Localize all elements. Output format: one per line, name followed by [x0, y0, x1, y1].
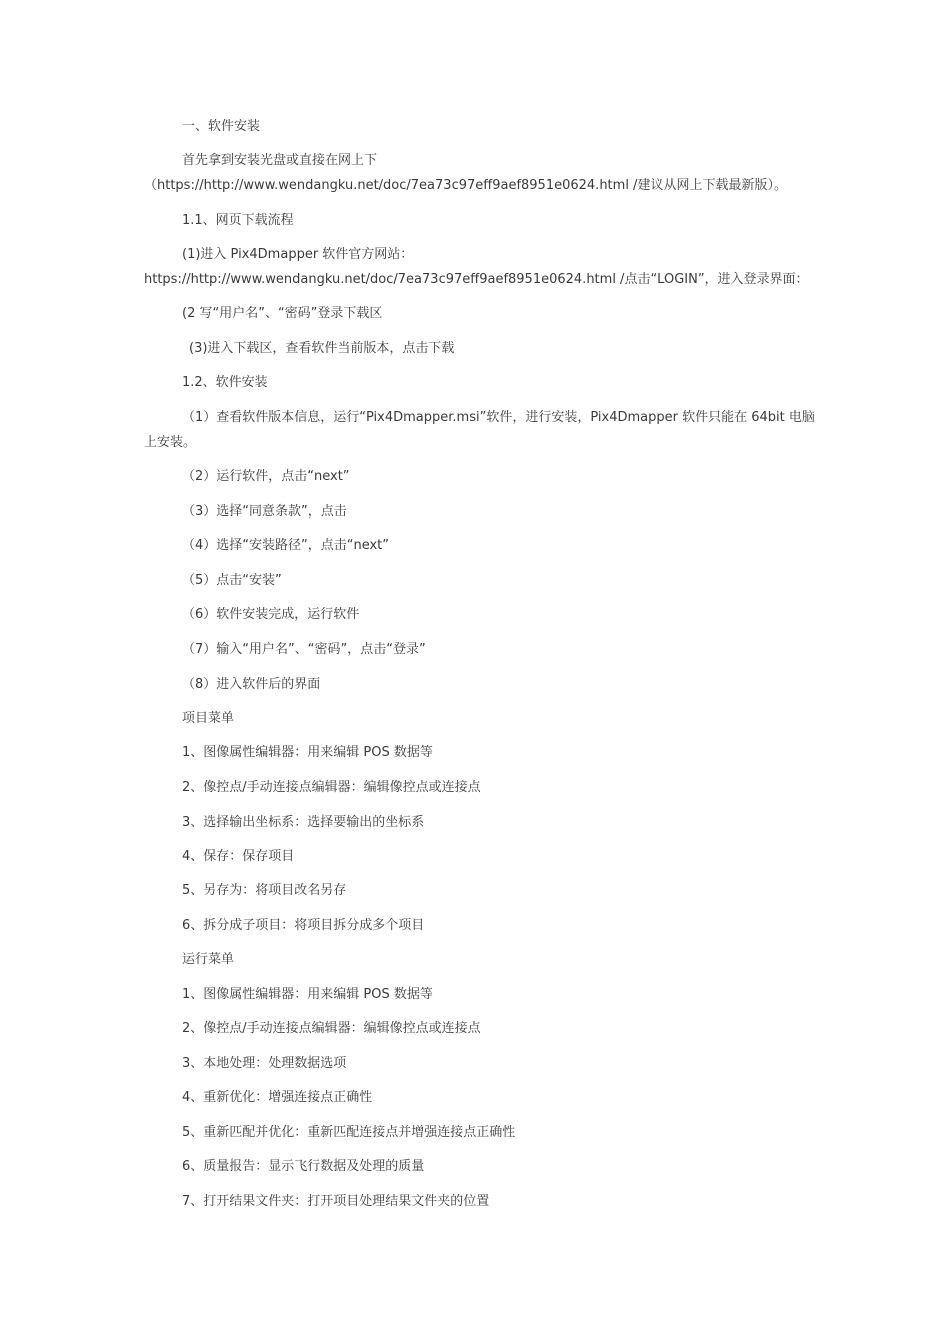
paragraph-line: (1)进入 Pix4Dmapper 软件官方网站：: [182, 247, 414, 262]
list-item: 3、选择输出坐标系：选择要输出的坐标系: [182, 815, 425, 830]
menu-heading: 项目菜单: [182, 711, 235, 726]
section-heading: 一、软件安装: [182, 119, 261, 134]
list-item: 1、图像属性编辑器：用来编辑 POS 数据等: [182, 987, 433, 1002]
list-item: （5）点击“安装”: [182, 573, 282, 588]
paragraph-line: https://http://www.wendangku.net/doc/7ea73c97eff9aef8951e0624.html /点击“LOGIN”，进入登录界面：: [144, 272, 809, 287]
list-item: 5、另存为：将项目改名另存: [182, 883, 347, 898]
paragraph-line: (2 写“用户名”、“密码”登录下载区: [182, 306, 383, 321]
paragraph-line: 上安装。: [144, 435, 197, 450]
list-item: （4）选择“安装路径”，点击“next”: [182, 538, 390, 553]
subsection-heading: 1.2、软件安装: [182, 375, 268, 390]
menu-heading: 运行菜单: [182, 952, 235, 967]
list-item: 6、拆分成子项目：将项目拆分成多个项目: [182, 918, 425, 933]
list-item: 5、重新匹配并优化：重新匹配连接点并增强连接点正确性: [182, 1125, 516, 1140]
subsection-heading: 1.1、网页下载流程: [182, 213, 294, 228]
list-item: （8）进入软件后的界面: [182, 677, 321, 692]
list-item: 3、本地处理：处理数据选项: [182, 1056, 347, 1071]
paragraph-line: 首先拿到安装光盘或直接在网上下: [182, 153, 378, 168]
list-item: 4、重新优化：增强连接点正确性: [182, 1090, 373, 1105]
list-item: 2、像控点/手动连接点编辑器：编辑像控点或连接点: [182, 1021, 481, 1036]
list-item: 7、打开结果文件夹：打开项目处理结果文件夹的位置: [182, 1194, 490, 1209]
list-item: （2）运行软件，点击“next”: [182, 469, 350, 484]
paragraph-line: （1）查看软件版本信息，运行“Pix4Dmapper.msi”软件，进行安装，Pix4Dmapper 软件只能在 64bit 电脑: [182, 410, 815, 425]
list-item: （3）选择“同意条款”，点击: [182, 504, 347, 519]
paragraph-line: （https://http://www.wendangku.net/doc/7ea73c97eff9aef8951e0624.html /建议从网上下载最新版）。: [144, 178, 787, 193]
paragraph-line: (3)进入下载区，查看软件当前版本，点击下载: [189, 341, 455, 356]
list-item: 6、质量报告：显示飞行数据及处理的质量: [182, 1159, 425, 1174]
list-item: （7）输入“用户名”、“密码”，点击“登录”: [182, 642, 426, 657]
list-item: 4、保存：保存项目: [182, 849, 295, 864]
list-item: 1、图像属性编辑器：用来编辑 POS 数据等: [182, 745, 433, 760]
list-item: 2、像控点/手动连接点编辑器：编辑像控点或连接点: [182, 780, 481, 795]
list-item: （6）软件安装完成，运行软件: [182, 607, 360, 622]
